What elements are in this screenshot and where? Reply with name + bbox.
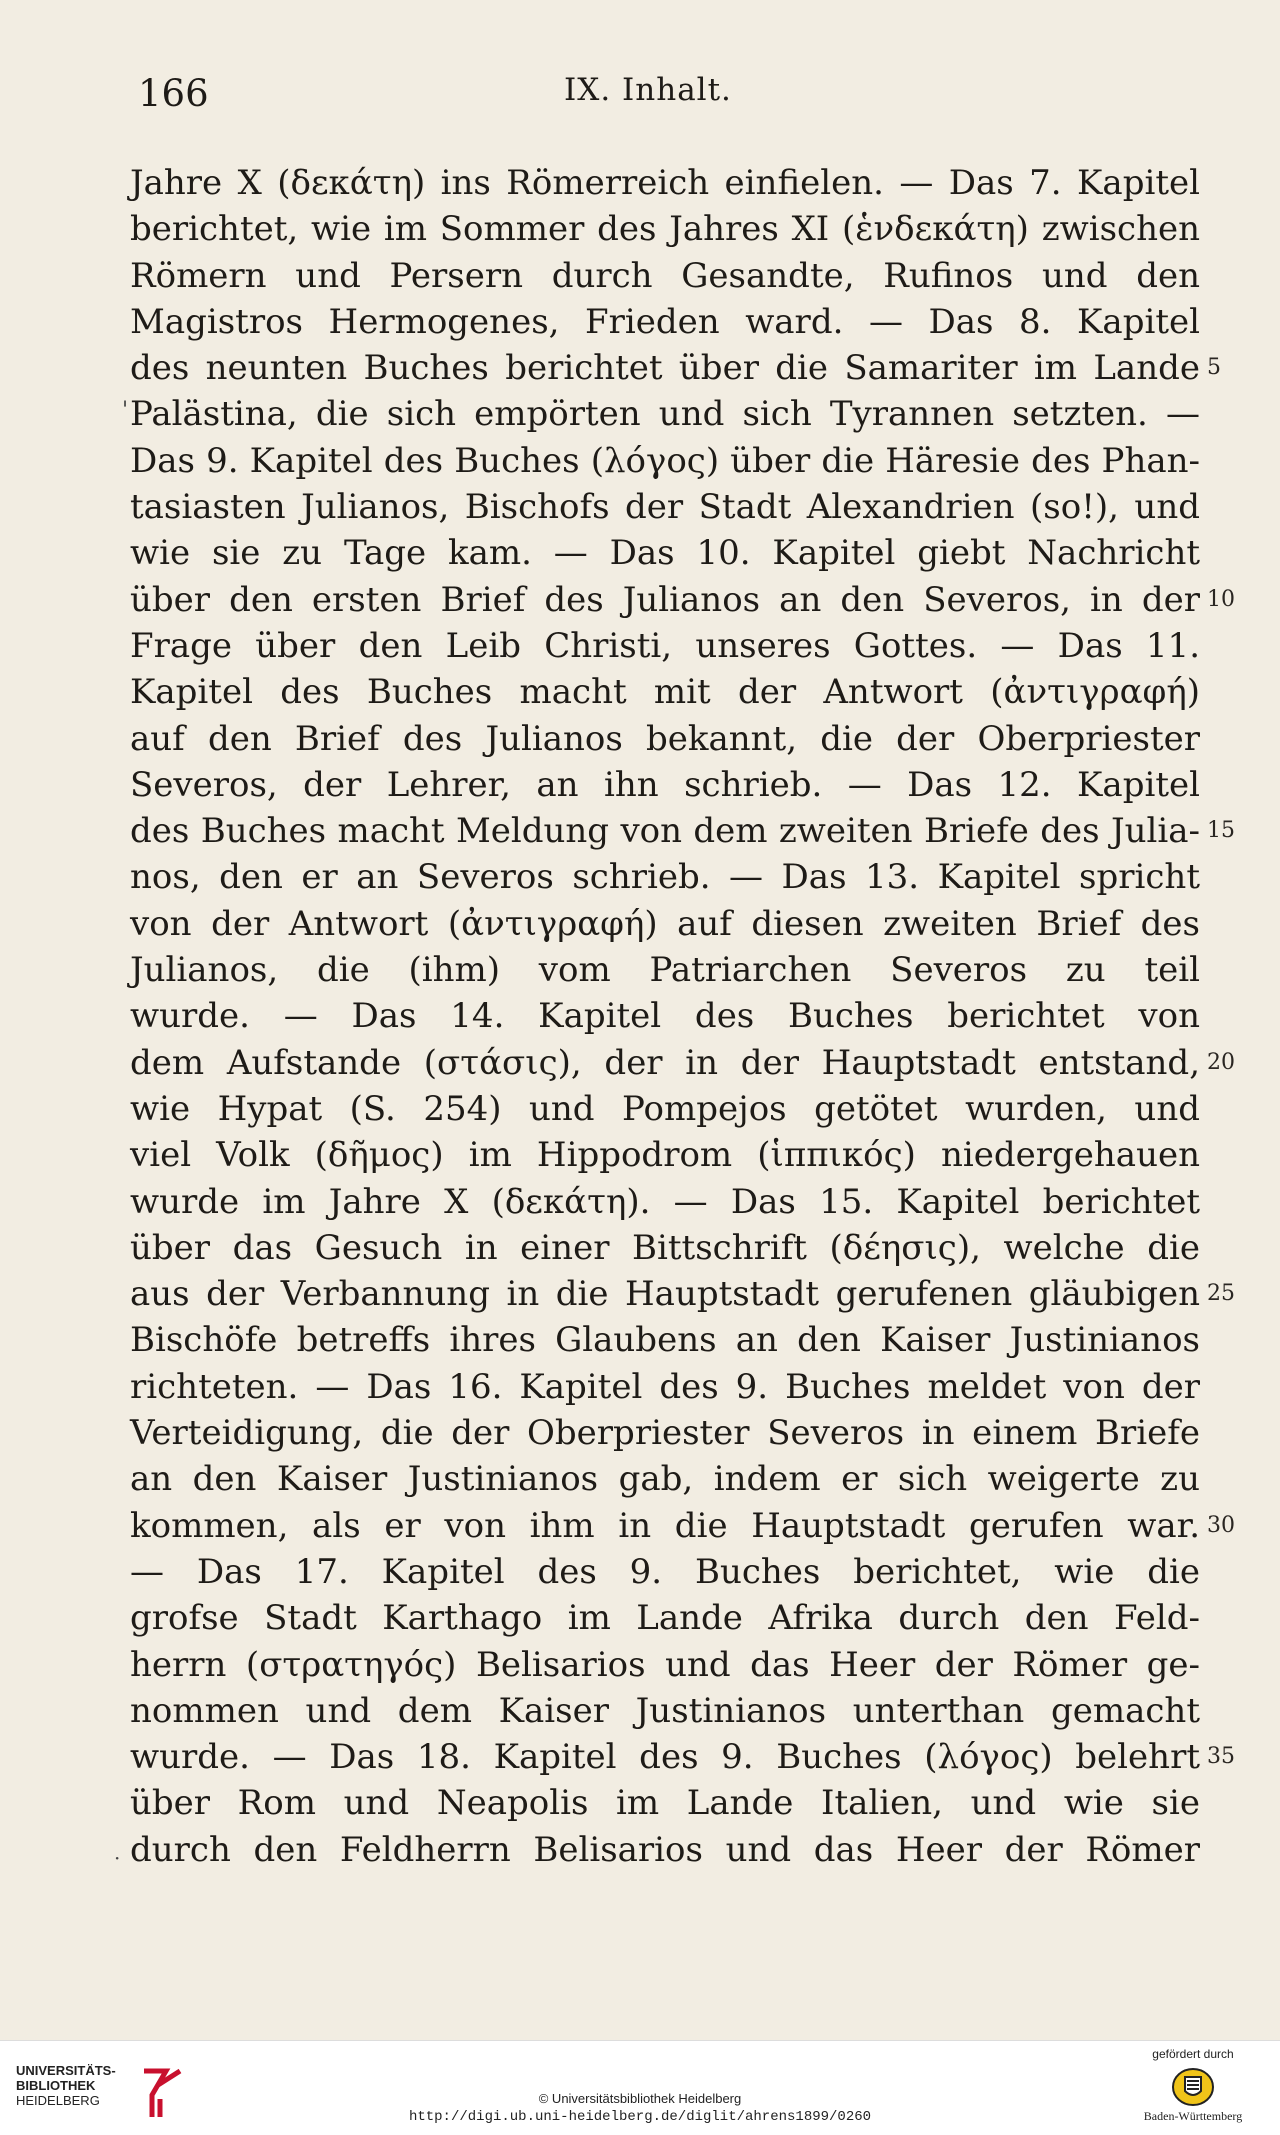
text-line-content: herrn (στρατηγός) Belisarios und das Heer der Römer ge- xyxy=(130,1644,1200,1685)
text-line-content: Julianos, die (ihm) vom Patriarchen Severos zu teil xyxy=(130,950,1200,991)
text-line-content: wurde im Jahre X (δεκάτη). — Das 15. Kapitel berichtet xyxy=(130,1181,1200,1222)
text-line-content: — Das 17. Kapitel des 9. Buches berichtet, wie die xyxy=(130,1551,1200,1592)
text-line-content: nommen und dem Kaiser Justinianos unterthan gemacht xyxy=(130,1690,1200,1731)
margin-mark: ' xyxy=(122,398,129,423)
text-line-content: Jahre X (δεκάτη) ins Römerreich einfielen. — Das 7. Kapitel xyxy=(130,163,1200,203)
text-line xyxy=(130,1503,1235,1549)
text-line xyxy=(130,1225,1200,1271)
running-title: IX. Inhalt. xyxy=(564,72,732,108)
text-line xyxy=(130,1734,1235,1780)
text-line-content: von der Antwort (ἀντιγραφή) auf diesen zweiten Brief des xyxy=(130,903,1200,944)
page-header xyxy=(134,72,1199,122)
library-name-line2: BIBLIOTHEK xyxy=(16,2078,96,2093)
text-line-content: des neunten Buches berichtet über die Samariter im Lande xyxy=(130,348,1200,389)
text-line-content: Severos, der Lehrer, an ihn schrieb. — Das 12. Kapitel xyxy=(130,764,1200,805)
text-line xyxy=(130,716,1200,762)
text-line-content: grofse Stadt Karthago im Lande Afrika durch den Feld- xyxy=(130,1598,1200,1639)
text-line-content: über den ersten Brief des Julianos an den Severos, in der xyxy=(130,579,1200,620)
sponsor-state: Baden-Württemberg xyxy=(1143,2109,1243,2123)
coat-of-arms-icon xyxy=(1171,2067,1215,2107)
body-text xyxy=(130,160,1235,1873)
text-line xyxy=(130,762,1200,808)
text-line-content: berichtet, wie im Sommer des Jahres XI (ἑνδεκάτη) zwischen xyxy=(130,209,1200,250)
text-line-content: Magistros Hermogenes, Frieden ward. — Das 8. Kapitel xyxy=(130,301,1200,342)
text-line xyxy=(130,1827,1200,1873)
text-line xyxy=(130,253,1200,299)
text-line xyxy=(130,947,1200,993)
text-line xyxy=(130,993,1200,1039)
text-line-content: auf den Brief des Julianos bekannt, die der Oberpriester xyxy=(130,718,1200,759)
text-line-content: Bischöfe betreffs ihres Glaubens an den Kaiser Justinianos xyxy=(130,1320,1200,1361)
text-line xyxy=(130,1086,1200,1132)
text-line-content: kommen, als er von ihm in die Hauptstadt gerufen war. xyxy=(130,1505,1200,1546)
text-line-content: Palästina, die sich empörten und sich Tyrannen setzten. — xyxy=(130,394,1200,435)
line-number: 35 xyxy=(1207,1744,1235,1770)
text-line xyxy=(130,160,1200,206)
text-line-content: wurde. — Das 14. Kapitel des Buches berichtet von xyxy=(130,996,1200,1037)
text-line-content: richteten. — Das 16. Kapitel des 9. Buches meldet von der xyxy=(130,1366,1200,1407)
text-line-content: tasiasten Julianos, Bischofs der Stadt Alexandrien (so!), und xyxy=(130,487,1200,528)
text-line-content: des Buches macht Meldung von dem zweiten Briefe des Julia- xyxy=(130,811,1200,852)
text-line-content: über das Gesuch in einer Bittschrift (δέησις), welche die xyxy=(130,1227,1200,1268)
sponsor-block[interactable] xyxy=(1128,2047,1258,2131)
text-line xyxy=(130,1040,1235,1086)
text-line xyxy=(130,1271,1235,1317)
text-line xyxy=(130,1780,1200,1826)
text-line-content: viel Volk (δῆμος) im Hippodrom (ἱππικός) niedergehauen xyxy=(130,1135,1200,1176)
footer-bar xyxy=(0,2040,1280,2135)
text-line xyxy=(130,438,1200,484)
text-line xyxy=(130,1456,1200,1502)
text-line xyxy=(130,1132,1200,1178)
text-line-content: Das 9. Kapitel des Buches (λόγος) über die Häresie des Phan- xyxy=(130,440,1200,481)
text-line xyxy=(130,808,1235,854)
text-line-content: Frage über den Leib Christi, unseres Gottes. — Das 11. xyxy=(130,625,1200,666)
line-number: 5 xyxy=(1207,355,1221,381)
text-line xyxy=(130,1317,1200,1363)
text-line-content: durch den Feldherrn Belisarios und das Heer der Römer xyxy=(130,1829,1200,1870)
text-line-content: dem Aufstande (στάσις), der in der Hauptstadt entstand, xyxy=(130,1042,1200,1083)
text-line xyxy=(130,206,1200,252)
page-number: 166 xyxy=(138,72,209,115)
text-line xyxy=(130,623,1200,669)
sponsor-label: gefördert durch xyxy=(1152,2047,1234,2061)
text-line xyxy=(130,484,1200,530)
text-line xyxy=(130,854,1200,900)
text-line xyxy=(130,1410,1200,1456)
text-line-content: wurde. — Das 18. Kapitel des 9. Buches (λόγος) belehrt xyxy=(130,1737,1200,1778)
text-line xyxy=(130,1179,1200,1225)
text-line xyxy=(130,901,1200,947)
text-line-content: an den Kaiser Justinianos gab, indem er sich weigerte zu xyxy=(130,1459,1200,1500)
text-line xyxy=(130,669,1200,715)
text-line-content: Römern und Persern durch Gesandte, Rufinos und den xyxy=(130,255,1200,296)
library-name-line3: HEIDELBERG xyxy=(16,2093,100,2108)
margin-dot: · xyxy=(114,1846,121,1870)
text-line xyxy=(130,1364,1200,1410)
text-line-content: wie Hypat (S. 254) und Pompejos getötet wurden, und xyxy=(130,1088,1200,1129)
text-line xyxy=(130,1595,1200,1641)
copyright-notice: © Universitätsbibliothek Heidelberg xyxy=(538,2091,742,2106)
text-line-content: Kapitel des Buches macht mit der Antwort (ἀντιγραφή) xyxy=(130,672,1200,713)
text-line xyxy=(130,1642,1200,1688)
text-line xyxy=(130,391,1200,437)
line-number: 25 xyxy=(1207,1281,1235,1307)
text-line xyxy=(130,345,1221,391)
text-line-content: über Rom und Neapolis im Lande Italien, und wie sie xyxy=(130,1783,1200,1824)
line-number: 15 xyxy=(1207,818,1235,844)
text-line xyxy=(130,1688,1200,1734)
library-name-line1: UNIVERSITÄTS- xyxy=(16,2063,116,2078)
line-number: 10 xyxy=(1207,586,1235,612)
line-number: 30 xyxy=(1207,1512,1235,1538)
text-line xyxy=(130,1549,1200,1595)
text-line xyxy=(130,577,1235,623)
permalink-url[interactable]: http://digi.ub.uni-heidelberg.de/diglit/ahrens1899/0260 xyxy=(408,2109,872,2125)
text-line-content: Verteidigung, die der Oberpriester Severos in einem Briefe xyxy=(130,1413,1200,1454)
text-line-content: wie sie zu Tage kam. — Das 10. Kapitel giebt Nachricht xyxy=(130,533,1200,574)
text-line-content: nos, den er an Severos schrieb. — Das 13. Kapitel spricht xyxy=(130,857,1200,898)
text-line-content: aus der Verbannung in die Hauptstadt gerufenen gläubigen xyxy=(130,1274,1200,1315)
text-line xyxy=(130,299,1200,345)
text-line xyxy=(130,530,1200,576)
line-number: 20 xyxy=(1207,1049,1235,1075)
